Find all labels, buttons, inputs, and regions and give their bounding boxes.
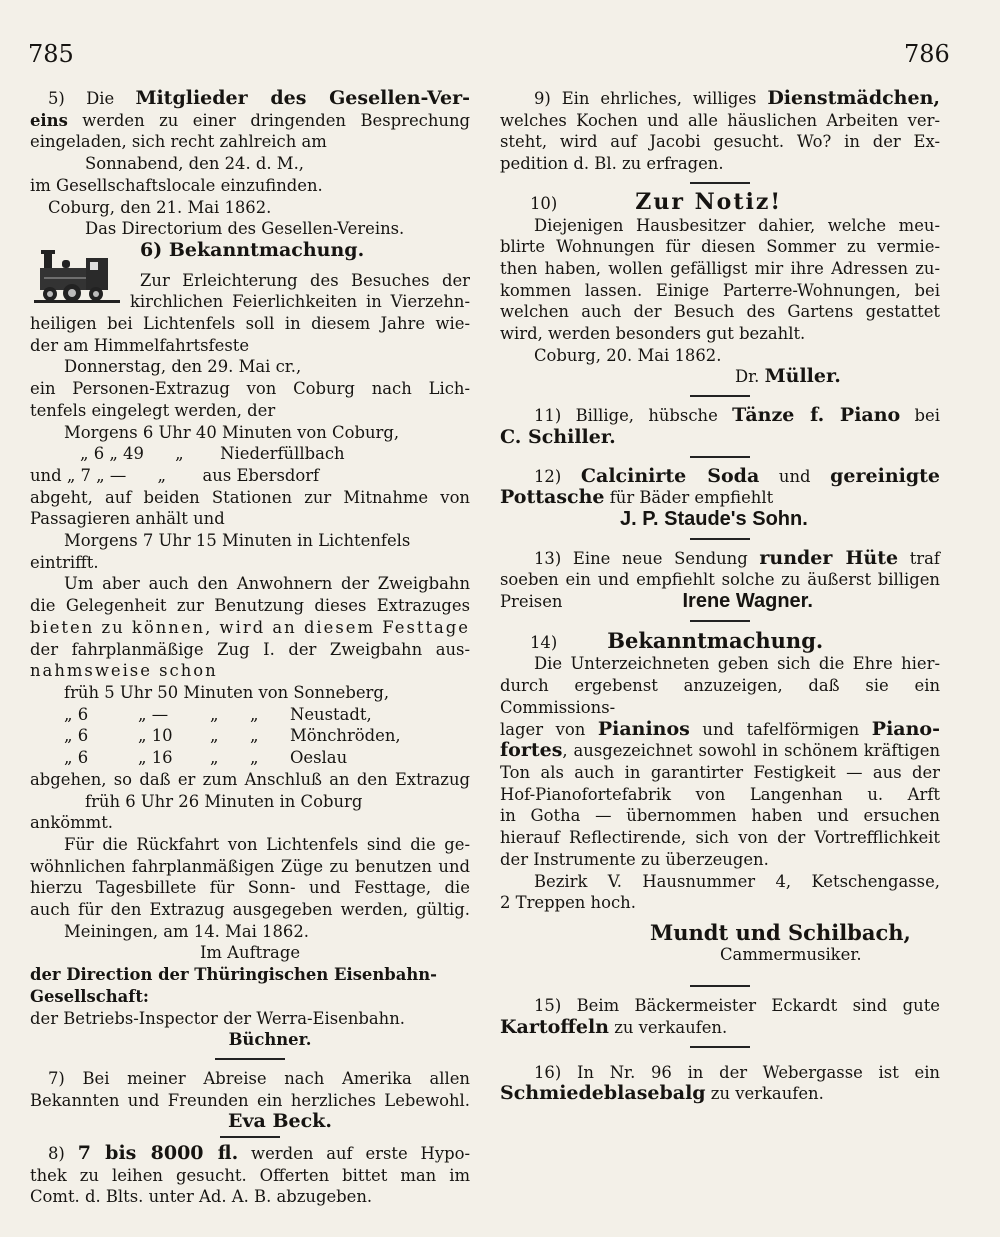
ad6-line: früh 6 Uhr 26 Minuten in Coburg (85, 791, 363, 811)
ad16-line2: Schmiedeblasebalg zu verkaufen. (500, 1082, 824, 1105)
ad11-line2: C. Schiller. (500, 425, 616, 448)
ad10-line: kommen lassen. Einige Parterre-Wohnungen, bei (500, 280, 940, 300)
ad14-line: Bezirk V. Hausnummer 4, Ketschengasse, (534, 871, 940, 891)
ad6-line: Um aber auch den Anwohnern der Zweigbahn (64, 574, 470, 594)
ad6-line: Passagieren anhält und (30, 509, 225, 529)
ad14-line: in Gotha — übernommen haben und ersuchen (500, 806, 940, 826)
ad14-line: hierauf Reflectirende, sich von der Vortrefflichkeit (500, 828, 940, 848)
ad11-line1: 11) Billige, hübsche Tänze f. Piano bei (534, 404, 940, 427)
ad13-line2: soeben ein und empfiehlt solche zu äußerst billigen (500, 570, 940, 590)
ad14-heading: 14) Bekanntmachung. (530, 627, 824, 653)
divider (690, 1046, 750, 1048)
ad14-line: fortes, ausgezeichnet sowohl in schönem kräftigen (500, 739, 940, 762)
divider (690, 538, 750, 540)
ad6-line: Für die Rückfahrt von Lichtenfels sind die ge- (64, 834, 470, 854)
ad6-signer: Büchner. (228, 1030, 312, 1050)
divider (690, 985, 750, 987)
page-number-left: 785 (28, 40, 74, 68)
ad6-line: hierzu Tagesbillete für Sonn- und Festtage, die (30, 878, 470, 898)
ad12-line2: Pottasche für Bäder empfiehlt (500, 486, 774, 509)
ad13-line3: Preisen Irene Wagner. (500, 590, 813, 613)
divider (690, 182, 750, 184)
ad14-line: lager von Pianinos und tafelförmigen Piano- (500, 717, 940, 740)
ad6-time: „ 6 „ 49 „ Niederfüllbach (80, 444, 345, 464)
ad10-line: then haben, wollen gefälligst mir ihre Adressen zu- (500, 258, 940, 278)
ad6-line: abgeht, auf beiden Stationen zur Mitnahme von (30, 487, 470, 507)
ad6-auftrag: Im Auftrage (199, 943, 301, 963)
ad7-signer: Eva Beck. (228, 1110, 332, 1133)
ad10-line: welchen auch der Besuch des Gartens gestattet (500, 302, 940, 322)
ad6-line: eintrifft. (30, 552, 99, 572)
ad6-direction: der Direction der Thüringischen Eisenbahn-Gesellschaft: (30, 965, 437, 1006)
page-number-right: 786 (904, 40, 950, 68)
right-column (500, 88, 940, 1105)
left-column (30, 88, 470, 1208)
ad15-line1: 15) Beim Bäckermeister Eckardt sind gute (534, 996, 940, 1016)
ad14-line: der Instrumente zu überzeugen. (500, 849, 769, 869)
ad5-line3: eingeladen, sich recht zahlreich am (30, 132, 327, 152)
ad10-signer: Dr. Müller. (735, 365, 841, 388)
ad8-line1: 8) 7 bis 8000 fl. werden auf erste Hypo- (48, 1142, 471, 1165)
ad6-line: auch für den Extrazug ausgegeben werden, gültig. (30, 900, 470, 920)
ad9-line1: 9) Ein ehrliches, williges Dienstmädchen, (534, 87, 940, 109)
divider (690, 620, 750, 622)
ad5-line2: eins werden zu einer dringenden Besprechung (30, 110, 470, 130)
ad6-inspector: der Betriebs-Inspector der Werra-Eisenbahn. (30, 1008, 405, 1028)
ad14-line: Ton als auch in garantirter Festigkeit — aus der (500, 762, 940, 782)
ad14-line: durch ergebenst anzuzeigen, daß sie ein Commissions- (500, 676, 940, 717)
divider (690, 456, 750, 458)
ad6-line: der am Himmelfahrtsfeste (30, 335, 250, 355)
ad6-line: ein Personen-Extrazug von Coburg nach Lich- (30, 379, 470, 399)
ad9-line4: pedition d. Bl. zu erfragen. (500, 154, 724, 174)
ad6-time2-row: „ 6 „ 16 „ „ Oeslau (64, 748, 348, 768)
ad14-line: Hof-Pianofortefabrik von Langenhan u. Arft (500, 784, 940, 804)
ad6-line: heiligen bei Lichtenfels soll in diesem Jahre wie- (30, 314, 470, 334)
ad6-heading: 6) Bekanntmachung. (140, 238, 365, 261)
ad5-line7: Das Directorium des Gesellen-Vereins. (85, 219, 405, 239)
ad6-line: der fahrplanmäßige Zug I. der Zweigbahn aus- (30, 639, 470, 659)
ad16-line1: 16) In Nr. 96 in der Webergasse ist ein (534, 1062, 940, 1082)
ad6-line: die Gelegenheit zur Benutzung dieses Extrazuges (30, 596, 470, 616)
ad12-line1: 12) Calcinirte Soda und gereinigte (534, 464, 941, 487)
ad6-line: Meiningen, am 14. Mai 1862. (64, 921, 309, 941)
ad12-signer: J. P. Staude's Sohn. (620, 507, 808, 530)
ad10-line: wird, werden besonders gut bezahlt. (500, 324, 806, 344)
ad5-line6: Coburg, den 21. Mai 1862. (48, 197, 272, 217)
ad6-line: früh 5 Uhr 50 Minuten von Sonneberg, (64, 682, 390, 702)
ad6-line: tenfels eingelegt werden, der (30, 400, 276, 420)
ad9-line2: welches Kochen und alle häuslichen Arbeiten ver- (500, 110, 940, 130)
ad5-line4: Sonnabend, den 24. d. M., (85, 154, 304, 174)
ad13-line1: 13) Eine neue Sendung runder Hüte traf (534, 546, 940, 569)
ad8-line2: thek zu leihen gesucht. Offerten bittet man im (30, 1165, 470, 1185)
ad7-line1: 7) Bei meiner Abreise nach Amerika allen (48, 1068, 470, 1088)
ad6-line: kirchlichen Feierlichkeiten in Vierzehn- (130, 292, 470, 312)
ad6-line: wöhnlichen fahrplanmäßigen Züge zu benutzen und (30, 856, 470, 876)
ad6-time2-row: „ 6 „ 10 „ „ Mönchröden, (64, 726, 401, 746)
divider (215, 1058, 285, 1060)
ad14-line: Die Unterzeichneten geben sich die Ehre hier- (534, 654, 940, 674)
ad6-line: nahmsweise schon (30, 661, 218, 681)
ad7-line2: Bekannten und Freunden ein herzliches Lebewohl. (30, 1090, 470, 1110)
ad5-line1: 5) Die Mitglieder des Gesellen-Ver- (48, 87, 470, 109)
ad15-line2: Kartoffeln zu verkaufen. (500, 1016, 728, 1039)
ad6-line: abgehen, so daß er zum Anschluß an den Extrazug (30, 769, 470, 789)
ad6-line: Donnerstag, den 29. Mai cr., (64, 357, 302, 377)
ad9-line3: steht, wird auf Jacobi gesucht. Wo? in der Ex- (500, 132, 940, 152)
ad6-line: Zur Erleichterung des Besuches der (140, 270, 470, 290)
ad8-line3: Comt. d. Blts. unter Ad. A. B. abzugeben. (30, 1187, 373, 1207)
ad6-line: Morgens 7 Uhr 15 Minuten in Lichtenfels (64, 531, 411, 551)
ad10-line: blirte Wohnungen für diesen Sommer zu vermie- (500, 237, 940, 257)
ad5-line5: im Gesellschaftslocale einzufinden. (30, 175, 323, 195)
ad14-signer-sub: Cammermusiker. (720, 944, 862, 964)
divider (690, 395, 750, 397)
ad10-date: Coburg, 20. Mai 1862. (534, 345, 722, 365)
ad6-line: bieten zu können, wird an diesem Festtage (30, 617, 470, 637)
ad6-time: und „ 7 „ — „ aus Ebersdorf (30, 465, 320, 485)
ad14-signer: Mundt und Schilbach, (650, 919, 911, 945)
ad6-line: ankömmt. (30, 813, 114, 833)
ad6-time: Morgens 6 Uhr 40 Minuten von Coburg, (64, 422, 400, 442)
divider (220, 1136, 280, 1138)
ad10-line: Diejenigen Hausbesitzer dahier, welche meu- (534, 215, 940, 235)
ad6-time2-row: „ 6 „ — „ „ Neustadt, (64, 704, 372, 724)
ad14-line: 2 Treppen hoch. (500, 893, 636, 913)
ad10-heading: 10) Zur Notiz! (530, 188, 783, 215)
